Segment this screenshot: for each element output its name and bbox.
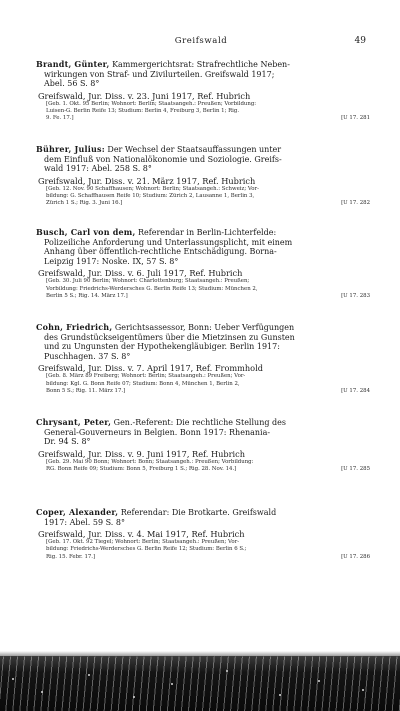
entry-text-line: Referendar in Berlin-Lichterfelde: bbox=[138, 228, 277, 237]
scan-speck bbox=[362, 689, 364, 691]
entry-text-line: Referendar: Die Brotkarte. Greifswald bbox=[120, 508, 277, 517]
biographical-note-line: Rig. 15. Febr. 17.] bbox=[46, 553, 96, 560]
bibliography-entry bbox=[36, 145, 372, 207]
running-head: Greifswald bbox=[174, 36, 228, 46]
entry-text-line: Kammergerichtsrat: Strafrechtliche Neben- bbox=[112, 60, 290, 69]
biographical-note-line: bildung: Friedrichs-Werdersches G. Berlin Reife 12; Studium: Berlin 6 S.; bbox=[46, 546, 247, 553]
biographical-note-line: RG. Bonn Reife 09; Studium: Bonn 5, Freiburg 1 S.; Rig. 28. Nov. 14.] bbox=[46, 465, 237, 472]
entry-text-line: Anhang über öffentlich-rechtliche Entschädigung. Borna- bbox=[44, 247, 277, 257]
entry-text-line: Der Wechsel der Staatsauffassungen unter bbox=[107, 145, 282, 154]
scan-speck bbox=[12, 678, 14, 680]
entry-text-line: Gen.-Referent: Die rechtliche Stellung des bbox=[113, 418, 286, 427]
catalog-code: [U 17. 281 bbox=[341, 115, 370, 122]
entry-text-line: Gerichtsassessor, Bonn: Ueber Verfügungen bbox=[114, 323, 295, 332]
catalog-code: [U 17. 285 bbox=[341, 465, 370, 472]
dissertation-line: Greifswald, Jur. Diss. v. 21. März 1917, Ref. Hubrich bbox=[38, 175, 256, 186]
author-name: Bührer, Julius: bbox=[36, 145, 105, 154]
bibliography-entry bbox=[36, 323, 372, 395]
author-name: Busch, Carl von dem, bbox=[36, 228, 136, 237]
entry-text-line: und zu Ungunsten der Hypothekengläubiger. Berlin 1917: bbox=[44, 342, 280, 352]
author-name: Cohn, Friedrich, bbox=[36, 323, 113, 332]
biographical-note-line: Luisen-G. Berlin Reife 13; Studium: Berlin 4, Freiburg 3, Berlin 1; Rig. bbox=[46, 107, 240, 114]
catalog-code: [U 17. 282 bbox=[341, 200, 370, 207]
bibliography-entry bbox=[36, 228, 372, 300]
entry-text-line: wirkungen von Straf- und Zivilurteilen. Greifswald 1917; bbox=[44, 69, 275, 79]
page-number: 49 bbox=[354, 36, 366, 46]
page-header bbox=[36, 36, 366, 50]
entry-text-line: General-Gouverneurs in Belgien. Bonn 1917: Rhenania- bbox=[44, 427, 271, 437]
scan-speck bbox=[226, 670, 228, 672]
biographical-note-line: [Geb. 17. Okt. 92 Tiegel; Wohnort: Berlin; Staatsangeh.: Preußen; Vor- bbox=[46, 539, 240, 546]
entry-text-line: des Grundstückseigentümers über die Mietzinsen zu Gunsten bbox=[44, 332, 295, 342]
bibliography-entry bbox=[36, 508, 372, 561]
catalog-code: [U 17. 286 bbox=[341, 553, 370, 560]
biographical-note-line: Zürich 1 S.; Rig. 3. Juni 16.] bbox=[46, 200, 123, 207]
scan-shadow-edge bbox=[0, 656, 400, 711]
author-name: Brandt, Günter, bbox=[36, 60, 110, 69]
dissertation-line: Greifswald, Jur. Diss. v. 4. Mai 1917, Ref. Hubrich bbox=[38, 529, 245, 540]
bibliography-entry bbox=[36, 418, 372, 473]
dissertation-line: Greifswald, Jur. Diss. v. 6. Juli 1917, Ref. Hubrich bbox=[38, 268, 243, 279]
entry-text-line: wald 1917: Abel. 258 S. 8° bbox=[44, 164, 152, 174]
biographical-note-line: bildung: Kgl. G. Bonn Reife 07; Studium: Bonn 4, München 1, Berlin 2, bbox=[46, 380, 240, 387]
catalog-code: [U 17. 283 bbox=[341, 292, 370, 299]
scan-speck bbox=[279, 694, 281, 696]
scan-speck bbox=[41, 691, 43, 693]
dissertation-line: Greifswald, Jur. Diss. v. 9. Juni 1917, Ref. Hubrich bbox=[38, 448, 246, 459]
biographical-note-line: [Geb. 12. Nov. 90 Schaffhausen; Wohnort: Berlin; Staatsangeh.: Schweiz; Vor- bbox=[46, 185, 259, 192]
biographical-note-line: [Geb. 8. März 89 Freiberg; Wohnort: Berlin; Staatsangeh.: Preußen; Vor- bbox=[46, 373, 246, 380]
biographical-note-line: 9. Fe. 17.] bbox=[46, 115, 74, 122]
biographical-note-line: bildung: G. Schaffhausen Reife 10; Studium: Zürich 2, Lausanne 1, Berlin 3, bbox=[46, 192, 255, 199]
catalog-code: [U 17. 284 bbox=[341, 387, 370, 394]
entry-text-line: 1917: Abel. 59 S. 8° bbox=[44, 517, 125, 527]
entry-text-line: Polizeiliche Anforderung und Unterlassungsplicht, mit einem bbox=[44, 237, 293, 247]
scan-speck bbox=[171, 683, 173, 685]
entry-text-line: Abel. 56 S. 8° bbox=[44, 79, 100, 89]
entry-text-line: Dr. 94 S. 8° bbox=[44, 437, 91, 447]
author-name: Chrysant, Peter, bbox=[36, 418, 112, 427]
author-name: Coper, Alexander, bbox=[36, 508, 119, 517]
entry-text-line: Leipzig 1917: Noske. IX, 57 S. 8° bbox=[44, 256, 179, 266]
biographical-note-line: [Geb. 1. Okt. 95 Berlin; Wohnort: Berlin; Staatsangeh.: Preußen; Vorbildung: bbox=[46, 100, 257, 107]
entry-text-line: Puschhagen. 37 S. 8° bbox=[44, 351, 131, 361]
dissertation-line: Greifswald, Jur. Diss. v. 23. Juni 1917, Ref. Hubrich bbox=[38, 90, 251, 101]
biographical-note-line: Bonn 5 S.; Rig. 11. März 17.] bbox=[46, 387, 126, 394]
scan-speck bbox=[88, 674, 90, 676]
scan-speck bbox=[318, 680, 320, 682]
biographical-note-line: Vorbildung: Friedrichs-Werdersches G. Berlin Reife 13; Studium: München 2, bbox=[46, 285, 258, 292]
bibliography-entry bbox=[36, 60, 372, 122]
dissertation-line: Greifswald, Jur. Diss. v. 7. April 1917, Ref. Frommhold bbox=[38, 363, 263, 374]
biographical-note-line: Berlin 5 S.; Rig. 14. März 17.] bbox=[46, 292, 128, 299]
entry-text-line: dem Einfluß von Nationalökonomie und Soziologie. Greifs- bbox=[44, 154, 282, 164]
scan-speck bbox=[133, 696, 135, 698]
biographical-note-line: [Geb. 29. Mai 90 Bonn; Wohnort: Bonn; Staatsangeh.: Preußen; Vorbildung: bbox=[46, 458, 254, 465]
biographical-note-line: [Geb. 30. Juli 90 Berlin; Wohnort: Charlottenburg; Staatsangeh.: Preußen; bbox=[46, 278, 250, 285]
